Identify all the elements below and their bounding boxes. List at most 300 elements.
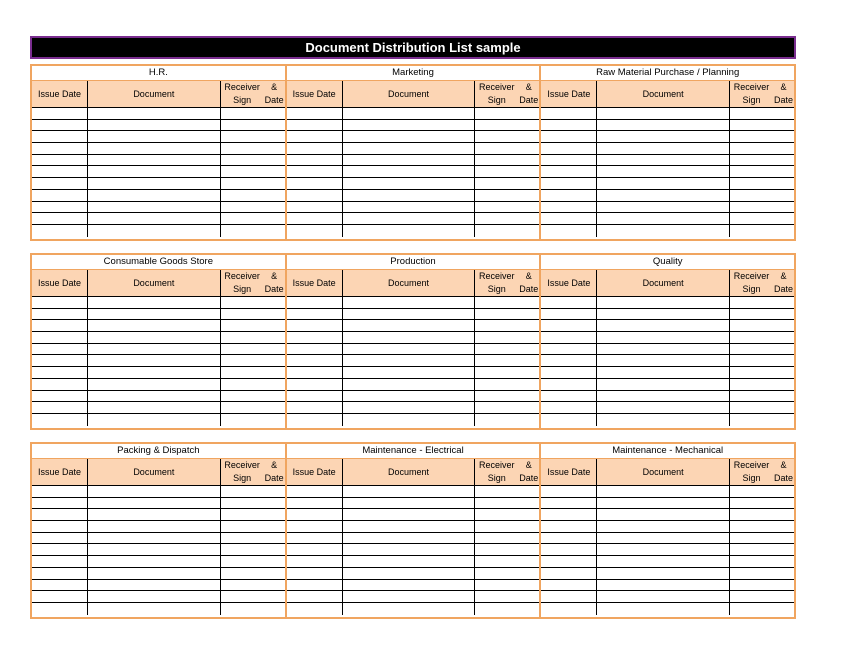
cell-document[interactable]: [88, 332, 221, 343]
cell-receiver-sign-date[interactable]: [221, 486, 285, 497]
cell-receiver-sign-date[interactable]: [221, 533, 285, 544]
cell-receiver-sign-date[interactable]: [475, 544, 539, 555]
cell-issue-date[interactable]: [32, 498, 88, 509]
cell-receiver-sign-date[interactable]: [730, 533, 794, 544]
cell-receiver-sign-date[interactable]: [730, 402, 794, 413]
cell-issue-date[interactable]: [32, 533, 88, 544]
cell-issue-date[interactable]: [541, 391, 597, 402]
cell-issue-date[interactable]: [287, 120, 343, 131]
cell-issue-date[interactable]: [541, 568, 597, 579]
cell-issue-date[interactable]: [287, 486, 343, 497]
cell-receiver-sign-date[interactable]: [221, 225, 285, 237]
cell-receiver-sign-date[interactable]: [475, 143, 539, 154]
cell-receiver-sign-date[interactable]: [221, 178, 285, 189]
cell-document[interactable]: [343, 568, 476, 579]
cell-issue-date[interactable]: [32, 355, 88, 366]
cell-document[interactable]: [343, 120, 476, 131]
cell-document[interactable]: [597, 143, 730, 154]
cell-receiver-sign-date[interactable]: [221, 120, 285, 131]
cell-issue-date[interactable]: [541, 320, 597, 331]
cell-receiver-sign-date[interactable]: [475, 367, 539, 378]
cell-document[interactable]: [597, 320, 730, 331]
cell-issue-date[interactable]: [32, 332, 88, 343]
cell-document[interactable]: [343, 509, 476, 520]
cell-receiver-sign-date[interactable]: [730, 498, 794, 509]
cell-document[interactable]: [88, 521, 221, 532]
cell-document[interactable]: [88, 108, 221, 119]
cell-document[interactable]: [343, 367, 476, 378]
cell-issue-date[interactable]: [32, 320, 88, 331]
cell-receiver-sign-date[interactable]: [475, 131, 539, 142]
cell-issue-date[interactable]: [541, 486, 597, 497]
cell-receiver-sign-date[interactable]: [221, 155, 285, 166]
cell-document[interactable]: [597, 556, 730, 567]
cell-issue-date[interactable]: [287, 213, 343, 224]
cell-receiver-sign-date[interactable]: [475, 225, 539, 237]
cell-issue-date[interactable]: [32, 213, 88, 224]
cell-receiver-sign-date[interactable]: [730, 120, 794, 131]
cell-issue-date[interactable]: [32, 544, 88, 555]
cell-document[interactable]: [597, 178, 730, 189]
cell-document[interactable]: [88, 486, 221, 497]
cell-issue-date[interactable]: [287, 225, 343, 237]
cell-document[interactable]: [597, 486, 730, 497]
cell-receiver-sign-date[interactable]: [221, 309, 285, 320]
cell-document[interactable]: [597, 509, 730, 520]
cell-receiver-sign-date[interactable]: [221, 344, 285, 355]
cell-issue-date[interactable]: [32, 402, 88, 413]
cell-receiver-sign-date[interactable]: [221, 108, 285, 119]
cell-issue-date[interactable]: [32, 155, 88, 166]
cell-issue-date[interactable]: [541, 131, 597, 142]
cell-receiver-sign-date[interactable]: [221, 521, 285, 532]
cell-document[interactable]: [343, 603, 476, 615]
cell-issue-date[interactable]: [32, 108, 88, 119]
cell-document[interactable]: [88, 225, 221, 237]
cell-receiver-sign-date[interactable]: [730, 178, 794, 189]
cell-document[interactable]: [597, 498, 730, 509]
cell-receiver-sign-date[interactable]: [475, 155, 539, 166]
cell-receiver-sign-date[interactable]: [730, 332, 794, 343]
cell-document[interactable]: [343, 178, 476, 189]
cell-document[interactable]: [88, 213, 221, 224]
cell-issue-date[interactable]: [32, 190, 88, 201]
cell-receiver-sign-date[interactable]: [221, 591, 285, 602]
cell-document[interactable]: [597, 603, 730, 615]
cell-receiver-sign-date[interactable]: [221, 509, 285, 520]
cell-issue-date[interactable]: [287, 143, 343, 154]
cell-document[interactable]: [343, 498, 476, 509]
cell-document[interactable]: [343, 225, 476, 237]
cell-document[interactable]: [597, 166, 730, 177]
cell-issue-date[interactable]: [32, 309, 88, 320]
cell-issue-date[interactable]: [287, 202, 343, 213]
cell-receiver-sign-date[interactable]: [730, 309, 794, 320]
cell-receiver-sign-date[interactable]: [730, 320, 794, 331]
cell-document[interactable]: [597, 202, 730, 213]
cell-issue-date[interactable]: [287, 297, 343, 308]
cell-document[interactable]: [343, 202, 476, 213]
cell-issue-date[interactable]: [541, 379, 597, 390]
cell-document[interactable]: [88, 166, 221, 177]
cell-issue-date[interactable]: [541, 533, 597, 544]
cell-document[interactable]: [88, 591, 221, 602]
cell-document[interactable]: [343, 143, 476, 154]
cell-receiver-sign-date[interactable]: [730, 166, 794, 177]
cell-document[interactable]: [343, 108, 476, 119]
cell-document[interactable]: [597, 213, 730, 224]
cell-receiver-sign-date[interactable]: [475, 344, 539, 355]
cell-issue-date[interactable]: [32, 379, 88, 390]
cell-issue-date[interactable]: [32, 509, 88, 520]
cell-issue-date[interactable]: [541, 309, 597, 320]
cell-receiver-sign-date[interactable]: [730, 131, 794, 142]
cell-receiver-sign-date[interactable]: [475, 166, 539, 177]
cell-issue-date[interactable]: [32, 603, 88, 615]
cell-document[interactable]: [343, 297, 476, 308]
cell-issue-date[interactable]: [287, 509, 343, 520]
cell-receiver-sign-date[interactable]: [221, 544, 285, 555]
cell-issue-date[interactable]: [32, 521, 88, 532]
cell-document[interactable]: [88, 178, 221, 189]
cell-issue-date[interactable]: [287, 166, 343, 177]
cell-document[interactable]: [597, 332, 730, 343]
cell-receiver-sign-date[interactable]: [221, 568, 285, 579]
cell-issue-date[interactable]: [287, 544, 343, 555]
cell-document[interactable]: [343, 190, 476, 201]
cell-issue-date[interactable]: [287, 131, 343, 142]
cell-issue-date[interactable]: [541, 344, 597, 355]
cell-issue-date[interactable]: [32, 120, 88, 131]
cell-issue-date[interactable]: [32, 344, 88, 355]
cell-document[interactable]: [597, 108, 730, 119]
cell-issue-date[interactable]: [32, 568, 88, 579]
cell-issue-date[interactable]: [287, 533, 343, 544]
cell-document[interactable]: [597, 155, 730, 166]
cell-issue-date[interactable]: [541, 498, 597, 509]
cell-receiver-sign-date[interactable]: [475, 190, 539, 201]
cell-issue-date[interactable]: [541, 178, 597, 189]
cell-document[interactable]: [597, 297, 730, 308]
cell-receiver-sign-date[interactable]: [730, 202, 794, 213]
cell-document[interactable]: [88, 402, 221, 413]
cell-issue-date[interactable]: [287, 355, 343, 366]
cell-issue-date[interactable]: [287, 580, 343, 591]
cell-issue-date[interactable]: [541, 402, 597, 413]
cell-issue-date[interactable]: [287, 498, 343, 509]
table-row: [32, 379, 285, 391]
cell-issue-date[interactable]: [541, 166, 597, 177]
cell-receiver-sign-date[interactable]: [730, 143, 794, 154]
cell-document[interactable]: [88, 143, 221, 154]
cell-receiver-sign-date[interactable]: [730, 580, 794, 591]
cell-receiver-sign-date[interactable]: [221, 603, 285, 615]
cell-issue-date[interactable]: [287, 320, 343, 331]
cell-document[interactable]: [597, 344, 730, 355]
cell-receiver-sign-date[interactable]: [475, 556, 539, 567]
cell-issue-date[interactable]: [287, 379, 343, 390]
cell-receiver-sign-date[interactable]: [475, 332, 539, 343]
cell-issue-date[interactable]: [287, 155, 343, 166]
cell-document[interactable]: [88, 414, 221, 426]
cell-issue-date[interactable]: [287, 556, 343, 567]
cell-document[interactable]: [88, 544, 221, 555]
cell-document[interactable]: [343, 544, 476, 555]
cell-document[interactable]: [597, 190, 730, 201]
cell-issue-date[interactable]: [287, 344, 343, 355]
cell-issue-date[interactable]: [541, 591, 597, 602]
cell-document[interactable]: [88, 320, 221, 331]
cell-document[interactable]: [88, 120, 221, 131]
cell-receiver-sign-date[interactable]: [475, 320, 539, 331]
cell-issue-date[interactable]: [32, 414, 88, 426]
cell-issue-date[interactable]: [541, 213, 597, 224]
cell-issue-date[interactable]: [541, 367, 597, 378]
cell-receiver-sign-date[interactable]: [730, 213, 794, 224]
cell-issue-date[interactable]: [287, 309, 343, 320]
cell-issue-date[interactable]: [541, 190, 597, 201]
cell-issue-date[interactable]: [541, 544, 597, 555]
cell-issue-date[interactable]: [32, 143, 88, 154]
cell-document[interactable]: [343, 402, 476, 413]
cell-issue-date[interactable]: [287, 414, 343, 426]
cell-issue-date[interactable]: [287, 108, 343, 119]
cell-document[interactable]: [88, 355, 221, 366]
cell-document[interactable]: [343, 320, 476, 331]
cell-issue-date[interactable]: [541, 120, 597, 131]
cell-issue-date[interactable]: [32, 367, 88, 378]
cell-document[interactable]: [343, 166, 476, 177]
cell-document[interactable]: [343, 580, 476, 591]
cell-receiver-sign-date[interactable]: [221, 190, 285, 201]
cell-issue-date[interactable]: [32, 486, 88, 497]
cell-receiver-sign-date[interactable]: [475, 178, 539, 189]
cell-document[interactable]: [343, 556, 476, 567]
cell-receiver-sign-date[interactable]: [730, 556, 794, 567]
cell-issue-date[interactable]: [32, 166, 88, 177]
cell-document[interactable]: [343, 591, 476, 602]
cell-document[interactable]: [343, 533, 476, 544]
cell-document[interactable]: [597, 402, 730, 413]
cell-receiver-sign-date[interactable]: [475, 568, 539, 579]
cell-receiver-sign-date[interactable]: [730, 509, 794, 520]
cell-issue-date[interactable]: [287, 603, 343, 615]
cell-receiver-sign-date[interactable]: [221, 498, 285, 509]
cell-document[interactable]: [88, 131, 221, 142]
cell-receiver-sign-date[interactable]: [221, 143, 285, 154]
cell-document[interactable]: [343, 309, 476, 320]
cell-issue-date[interactable]: [541, 108, 597, 119]
cell-issue-date[interactable]: [287, 332, 343, 343]
cell-issue-date[interactable]: [32, 556, 88, 567]
cell-document[interactable]: [597, 568, 730, 579]
cell-receiver-sign-date[interactable]: [475, 603, 539, 615]
cell-issue-date[interactable]: [541, 414, 597, 426]
cell-receiver-sign-date[interactable]: [730, 225, 794, 237]
cell-issue-date[interactable]: [541, 603, 597, 615]
cell-receiver-sign-date[interactable]: [730, 355, 794, 366]
cell-document[interactable]: [597, 309, 730, 320]
cell-issue-date[interactable]: [287, 367, 343, 378]
cell-receiver-sign-date[interactable]: [730, 568, 794, 579]
cell-document[interactable]: [597, 580, 730, 591]
cell-receiver-sign-date[interactable]: [475, 533, 539, 544]
cell-receiver-sign-date[interactable]: [221, 131, 285, 142]
cell-issue-date[interactable]: [32, 297, 88, 308]
cell-issue-date[interactable]: [287, 190, 343, 201]
cell-issue-date[interactable]: [287, 591, 343, 602]
cell-issue-date[interactable]: [541, 580, 597, 591]
cell-issue-date[interactable]: [541, 355, 597, 366]
cell-issue-date[interactable]: [541, 332, 597, 343]
cell-receiver-sign-date[interactable]: [730, 391, 794, 402]
cell-receiver-sign-date[interactable]: [475, 355, 539, 366]
cell-document[interactable]: [88, 379, 221, 390]
cell-receiver-sign-date[interactable]: [730, 190, 794, 201]
cell-receiver-sign-date[interactable]: [221, 213, 285, 224]
cell-receiver-sign-date[interactable]: [475, 414, 539, 426]
cell-document[interactable]: [88, 190, 221, 201]
cell-document[interactable]: [343, 213, 476, 224]
cell-document[interactable]: [88, 309, 221, 320]
cell-receiver-sign-date[interactable]: [475, 108, 539, 119]
cell-receiver-sign-date[interactable]: [475, 580, 539, 591]
cell-document[interactable]: [597, 591, 730, 602]
cell-issue-date[interactable]: [541, 521, 597, 532]
cell-receiver-sign-date[interactable]: [221, 320, 285, 331]
cell-document[interactable]: [88, 391, 221, 402]
cell-document[interactable]: [343, 414, 476, 426]
cell-receiver-sign-date[interactable]: [475, 402, 539, 413]
cell-document[interactable]: [597, 367, 730, 378]
cell-issue-date[interactable]: [32, 202, 88, 213]
cell-receiver-sign-date[interactable]: [475, 379, 539, 390]
cell-document[interactable]: [88, 498, 221, 509]
cell-document[interactable]: [597, 379, 730, 390]
cell-issue-date[interactable]: [32, 391, 88, 402]
cell-document[interactable]: [88, 533, 221, 544]
cell-document[interactable]: [597, 521, 730, 532]
cell-document[interactable]: [88, 297, 221, 308]
cell-receiver-sign-date[interactable]: [475, 309, 539, 320]
table-row: [32, 580, 285, 592]
cell-issue-date[interactable]: [287, 391, 343, 402]
cell-document[interactable]: [597, 131, 730, 142]
cell-issue-date[interactable]: [541, 556, 597, 567]
cell-document[interactable]: [343, 486, 476, 497]
table-row: [287, 202, 540, 214]
cell-document[interactable]: [597, 544, 730, 555]
cell-receiver-sign-date[interactable]: [221, 402, 285, 413]
cell-receiver-sign-date[interactable]: [730, 379, 794, 390]
cell-issue-date[interactable]: [32, 178, 88, 189]
cell-receiver-sign-date[interactable]: [475, 213, 539, 224]
cell-receiver-sign-date[interactable]: [730, 155, 794, 166]
cell-receiver-sign-date[interactable]: [221, 414, 285, 426]
cell-receiver-sign-date[interactable]: [475, 498, 539, 509]
cell-issue-date[interactable]: [287, 402, 343, 413]
cell-issue-date[interactable]: [32, 225, 88, 237]
cell-receiver-sign-date[interactable]: [730, 544, 794, 555]
cell-receiver-sign-date[interactable]: [475, 486, 539, 497]
cell-issue-date[interactable]: [541, 155, 597, 166]
cell-document[interactable]: [597, 414, 730, 426]
cell-receiver-sign-date[interactable]: [221, 202, 285, 213]
cell-issue-date[interactable]: [541, 202, 597, 213]
cell-receiver-sign-date[interactable]: [730, 603, 794, 615]
cell-document[interactable]: [88, 603, 221, 615]
cell-document[interactable]: [597, 391, 730, 402]
cell-receiver-sign-date[interactable]: [221, 297, 285, 308]
cell-receiver-sign-date[interactable]: [475, 202, 539, 213]
cell-receiver-sign-date[interactable]: [730, 367, 794, 378]
cell-document[interactable]: [343, 391, 476, 402]
cell-issue-date[interactable]: [287, 521, 343, 532]
cell-document[interactable]: [343, 155, 476, 166]
cell-document[interactable]: [597, 533, 730, 544]
cell-issue-date[interactable]: [32, 131, 88, 142]
cell-issue-date[interactable]: [287, 178, 343, 189]
cell-receiver-sign-date[interactable]: [475, 509, 539, 520]
cell-document[interactable]: [88, 344, 221, 355]
cell-document[interactable]: [343, 521, 476, 532]
cell-receiver-sign-date[interactable]: [730, 297, 794, 308]
cell-receiver-sign-date[interactable]: [221, 580, 285, 591]
cell-issue-date[interactable]: [32, 580, 88, 591]
cell-issue-date[interactable]: [541, 297, 597, 308]
cell-document[interactable]: [343, 131, 476, 142]
cell-receiver-sign-date[interactable]: [221, 355, 285, 366]
cell-receiver-sign-date[interactable]: [475, 591, 539, 602]
cell-document[interactable]: [597, 225, 730, 237]
cell-document[interactable]: [597, 355, 730, 366]
cell-receiver-sign-date[interactable]: [730, 521, 794, 532]
cell-document[interactable]: [343, 355, 476, 366]
cell-receiver-sign-date[interactable]: [475, 391, 539, 402]
cell-receiver-sign-date[interactable]: [221, 332, 285, 343]
cell-document[interactable]: [88, 509, 221, 520]
cell-receiver-sign-date[interactable]: [221, 367, 285, 378]
cell-document[interactable]: [343, 344, 476, 355]
cell-document[interactable]: [597, 120, 730, 131]
cell-receiver-sign-date[interactable]: [730, 344, 794, 355]
cell-issue-date[interactable]: [32, 591, 88, 602]
cell-document[interactable]: [88, 556, 221, 567]
cell-issue-date[interactable]: [287, 568, 343, 579]
cell-receiver-sign-date[interactable]: [730, 591, 794, 602]
cell-document[interactable]: [88, 367, 221, 378]
cell-document[interactable]: [88, 580, 221, 591]
cell-receiver-sign-date[interactable]: [221, 391, 285, 402]
cell-issue-date[interactable]: [541, 509, 597, 520]
cell-document[interactable]: [343, 332, 476, 343]
cell-receiver-sign-date[interactable]: [221, 556, 285, 567]
cell-issue-date[interactable]: [541, 143, 597, 154]
cell-receiver-sign-date[interactable]: [221, 166, 285, 177]
cell-receiver-sign-date[interactable]: [730, 108, 794, 119]
cell-issue-date[interactable]: [541, 225, 597, 237]
cell-document[interactable]: [88, 568, 221, 579]
cell-document[interactable]: [88, 155, 221, 166]
cell-receiver-sign-date[interactable]: [221, 379, 285, 390]
cell-receiver-sign-date[interactable]: [730, 414, 794, 426]
cell-receiver-sign-date[interactable]: [475, 120, 539, 131]
cell-receiver-sign-date[interactable]: [730, 486, 794, 497]
cell-receiver-sign-date[interactable]: [475, 521, 539, 532]
cell-receiver-sign-date[interactable]: [475, 297, 539, 308]
cell-document[interactable]: [343, 379, 476, 390]
cell-document[interactable]: [88, 202, 221, 213]
